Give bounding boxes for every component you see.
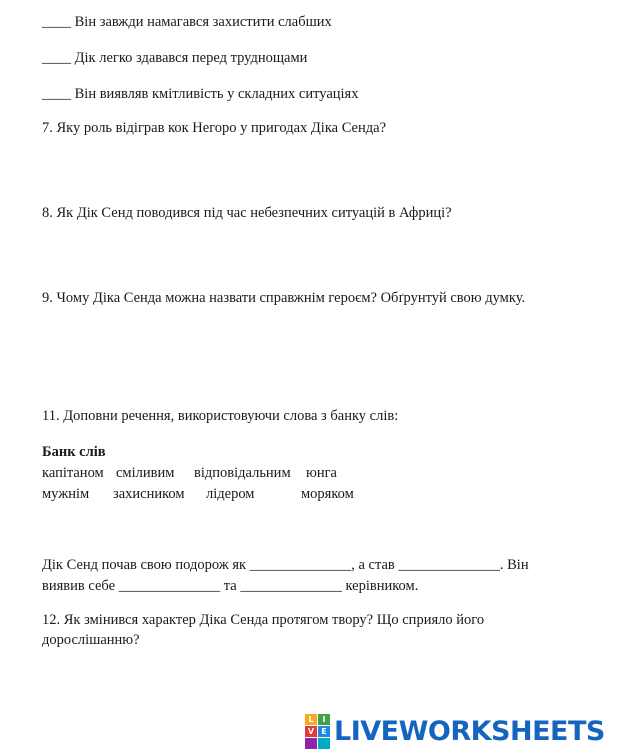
logo-text: LIVEWORKSHEETS bbox=[334, 715, 605, 747]
logo-block: L bbox=[305, 714, 317, 725]
logo-block: I bbox=[318, 714, 330, 725]
statement-2: ____ Дік легко здавався перед труднощами bbox=[42, 50, 308, 66]
fill-sentence-line-1: Дік Сенд почав свою подорож як ______________, а став ______________. Він bbox=[42, 557, 529, 573]
question-8: 8. Як Дік Сенд поводився під час небезпечних ситуацій в Африці? bbox=[42, 205, 452, 221]
word-bank-word: капітаном bbox=[42, 465, 104, 481]
word-bank-word: відповідальним bbox=[194, 465, 291, 481]
word-bank-word: лідером bbox=[206, 486, 255, 502]
liveworksheets-logo[interactable] bbox=[305, 714, 605, 748]
word-bank-title: Банк слів bbox=[42, 444, 106, 460]
question-12-line-1: 12. Як змінився характер Діка Сенда протягом твору? Що сприяло його bbox=[42, 612, 485, 628]
question-7: 7. Яку роль відіграв кок Негоро у пригодах Діка Сенда? bbox=[42, 120, 386, 136]
question-9: 9. Чому Діка Сенда можна назвати справжнім героєм? Обґрунтуй свою думку. bbox=[42, 290, 526, 306]
word-bank-word: сміливим bbox=[116, 465, 175, 481]
word-bank-word: юнга bbox=[306, 465, 337, 481]
logo-block bbox=[318, 738, 330, 749]
question-11: 11. Доповни речення, використовуючи слова з банку слів: bbox=[42, 408, 399, 424]
statement-1: ____ Він завжди намагався захистити слабших bbox=[42, 14, 332, 30]
logo-blocks-icon bbox=[305, 714, 330, 749]
question-12-line-2: дорослішанню? bbox=[42, 632, 140, 648]
logo-block: E bbox=[318, 726, 330, 737]
word-bank-word: моряком bbox=[301, 486, 354, 502]
word-bank-word: мужнім bbox=[42, 486, 90, 502]
logo-block bbox=[305, 738, 317, 749]
word-bank-word: захисником bbox=[113, 486, 185, 502]
logo-block: V bbox=[305, 726, 317, 737]
fill-sentence-line-2: виявив себе ______________ та ______________ керівником. bbox=[42, 578, 419, 594]
statement-3: ____ Він виявляв кмітливість у складних ситуаціях bbox=[42, 86, 359, 102]
